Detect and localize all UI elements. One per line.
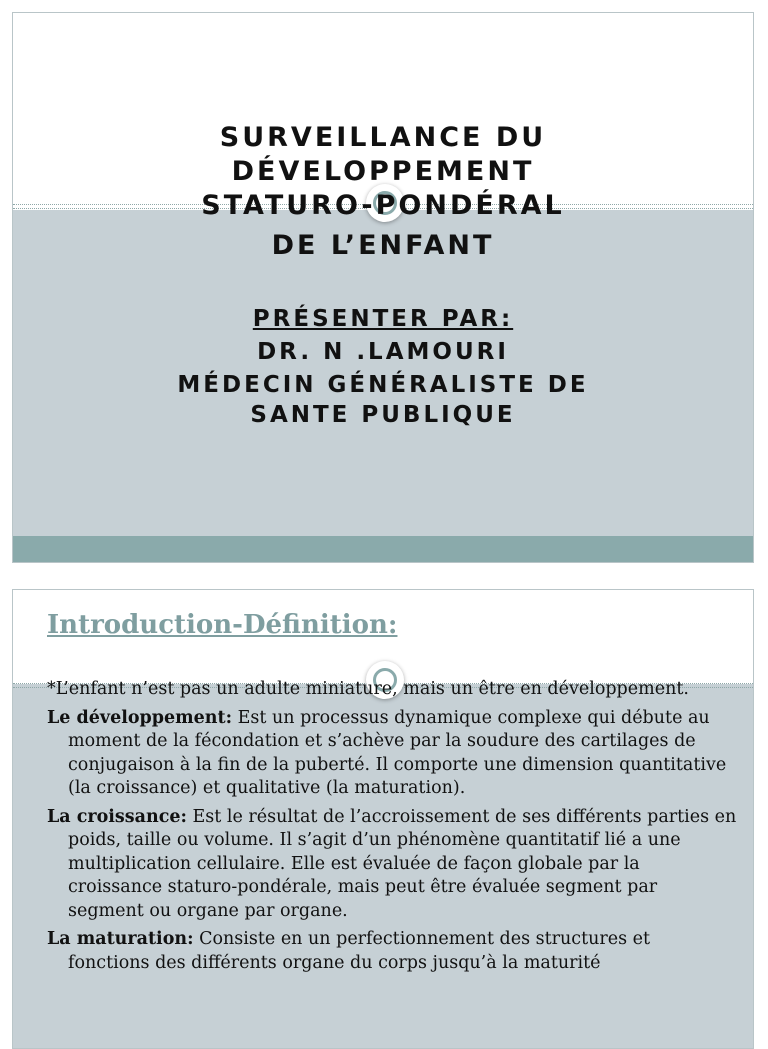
paragraph — [47, 707, 737, 801]
paragraph-text: Consiste en un perfectionnement des structures et fonctions des différents organe du corps jusqu’à la maturité — [68, 929, 651, 973]
slide-title — [13, 121, 753, 263]
title-line: DE L’ENFANT — [271, 230, 495, 261]
paragraph — [47, 806, 737, 924]
presenter-label: PRÉSENTER PAR: — [252, 306, 514, 332]
presenter-block — [13, 303, 753, 432]
paragraph-term: La maturation: — [47, 929, 194, 949]
presenter-name: DR. N .LAMOURI — [257, 339, 509, 365]
title-line: DÉVELOPPEMENT — [231, 156, 535, 187]
slide-heading: Introduction-Définition: — [47, 610, 398, 640]
paragraph-text: Est le résultat de l’accroissement de ses différents parties en poids, taille ou volume. Il s’agit d’un phénomène quantitatif lié a une multiplication cellulaire. Elle est évaluée de façon globale par la croissance staturo-pondérale, mais peut être évaluée segment par segment ou organe par organe. — [68, 806, 737, 921]
presenter-role: SANTE PUBLIQUE — [250, 402, 516, 428]
title-line: STATURO-PONDÉRAL — [201, 190, 565, 221]
title-line: SURVEILLANCE DU — [219, 122, 547, 153]
paragraph-term: Le développement: — [47, 707, 233, 728]
presenter-role: MÉDECIN GÉNÉRALISTE DE — [177, 372, 589, 398]
slide-bottom-bar — [13, 536, 753, 562]
title-slide — [12, 12, 754, 563]
paragraph-term: La croissance: — [47, 806, 187, 827]
paragraph-text: *L’enfant n’est pas un adulte miniature, mais un être en développement. — [47, 679, 689, 699]
paragraph — [47, 928, 737, 975]
paragraph-text: Est un processus dynamique complexe qui débute au moment de la fécondation et s’achève par la soudure des cartilages de conjugaison à la fin de la puberté. Il comporte une dimension quantitative (la croissance) et qualitative (la maturation). — [68, 707, 727, 798]
slide-body — [47, 678, 737, 980]
paragraph — [47, 678, 737, 702]
content-slide — [12, 589, 754, 1049]
